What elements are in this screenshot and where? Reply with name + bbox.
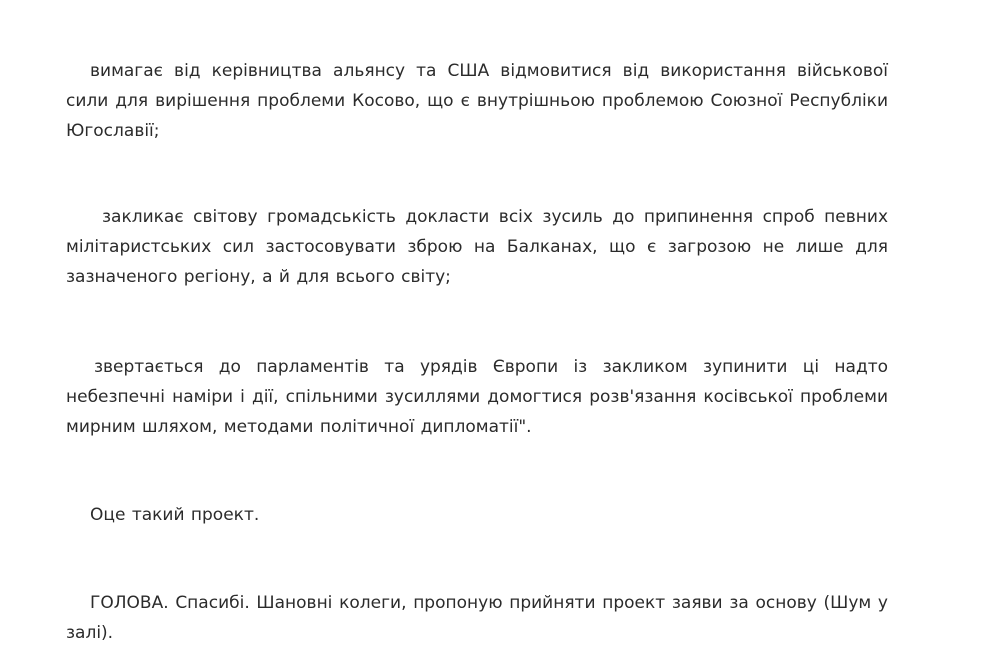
paragraph-chairman-speech: ГОЛОВА. Спасибі. Шановні колеги, пропоную прийняти проект заяви за основу (Шум у залі). [66,593,888,643]
paragraph-demand-alliance: вимагає від керівництва альянсу та США відмовитися від використання військової сили для вирішення проблеми Косово, що є внутрішньою проблемою Союзної Республіки Югославії; [66,61,888,141]
paragraph-appeal-parliaments: звертається до парламентів та урядів Європи із закликом зупинити ці надто небезпечні наміри і дії, спільними зусиллями домогтися розв'язання косівської проблеми мирним шляхом, методами політичної дипломатії". [66,357,888,437]
paragraph-call-public: закликає світову громадськість докласти всіх зусиль до припинення спроб певних мілітаристських сил застосовувати зброю на Балканах, що є загрозою не лише для зазначеного регіону, а й для всього світу; [66,207,888,287]
paragraph-project-remark: Оце такий проект. [90,505,260,525]
